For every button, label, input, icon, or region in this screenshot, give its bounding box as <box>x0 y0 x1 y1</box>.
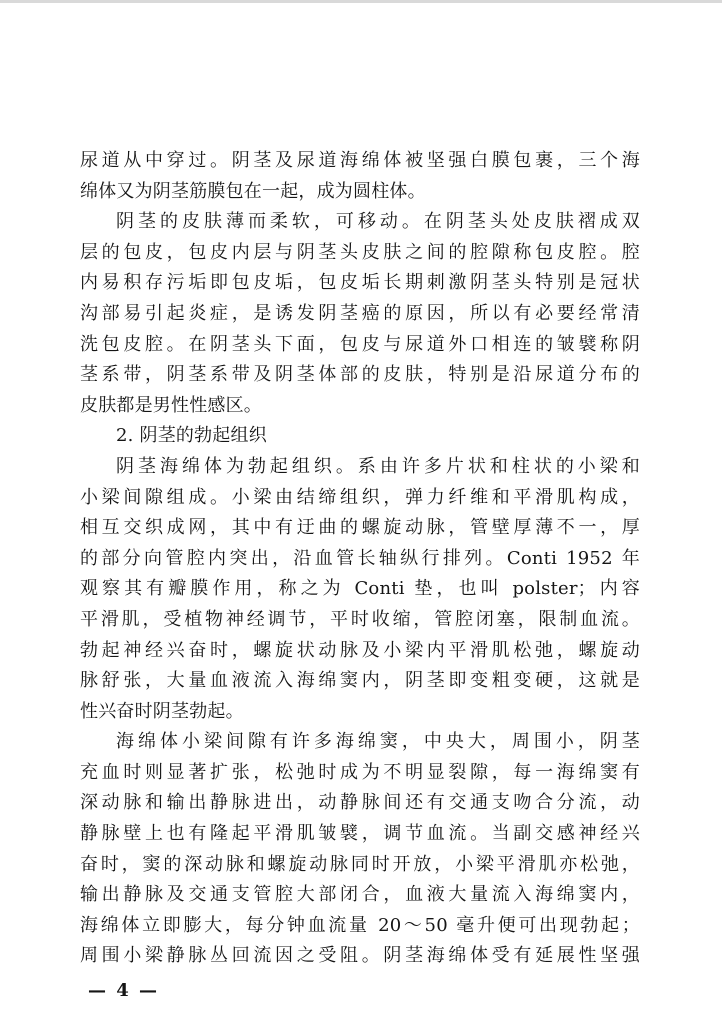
text-line: 海绵体立即膨大，每分钟血流量 20～50 毫升便可出现勃起； <box>80 914 640 936</box>
text-line: 尿道从中穿过。阴茎及尿道海绵体被坚强白膜包裹，三个海 <box>80 150 640 171</box>
text-line: 皮肤都是男性性感区。 <box>80 394 262 416</box>
text-line: 观察其有瓣膜作用，称之为 Conti 垫，也叫 polster；内容 <box>80 578 640 600</box>
text-line: 层的包皮，包皮内层与阴茎头皮肤之间的腔隙称包皮腔。腔 <box>80 241 640 263</box>
text-line: 勃起神经兴奋时，螺旋状动脉及小梁内平滑肌松弛，螺旋动 <box>80 639 640 661</box>
text-line: 洗包皮腔。在阴茎头下面，包皮与尿道外口相连的皱襞称阴 <box>80 333 640 355</box>
text-line: 阴茎的皮肤薄而柔软，可移动。在阴茎头处皮肤褶成双 <box>116 211 640 233</box>
text-line: 奋时，窦的深动脉和螺旋动脉同时开放，小梁平滑肌亦松弛， <box>80 853 640 875</box>
text-line: 茎系带，阴茎系带及阴茎体部的皮肤，特别是沿尿道分布的 <box>80 364 640 386</box>
text-line: 相互交织成网，其中有迂曲的螺旋动脉，管壁厚薄不一，厚 <box>80 517 640 539</box>
text-line: 平滑肌，受植物神经调节，平时收缩，管腔闭塞，限制血流。 <box>80 608 640 630</box>
text-line: 静脉壁上也有隆起平滑肌皱襞，调节血流。当副交感神经兴 <box>80 823 640 845</box>
text-line: 深动脉和输出静脉进出，动静脉间还有交通支吻合分流，动 <box>80 792 640 814</box>
page-number: — 4 — <box>88 980 160 1001</box>
text-line: 充血时则显著扩张，松弛时成为不明显裂隙，每一海绵窦有 <box>80 761 640 783</box>
text-line: 小梁间隙组成。小梁由结缔组织，弹力纤维和平滑肌构成， <box>80 486 640 508</box>
text-line: 输出静脉及交通支管腔大部闭合，血液大量流入海绵窦内， <box>80 884 640 906</box>
text-line: 的部分向管腔内突出，沿血管长轴纵行排列。Conti 1952 年 <box>80 547 640 569</box>
text-line: 绵体又为阴茎筋膜包在一起，成为圆柱体。 <box>80 180 426 202</box>
text-line: 周围小梁静脉丛回流因之受阻。阴茎海绵体受有延展性坚强 <box>80 945 640 967</box>
text-line: 阴茎海绵体为勃起组织。系由许多片状和柱状的小梁和 <box>116 455 640 477</box>
text-line: 内易积存污垢即包皮垢，包皮垢长期刺激阴茎头特别是冠状 <box>80 272 640 294</box>
text-line: 沟部易引起炎症，是诱发阴茎癌的原因，所以有必要经常清 <box>80 302 640 324</box>
text-line: 性兴奋时阴茎勃起。 <box>80 700 244 722</box>
text-line: 脉舒张，大量血液流入海绵窦内，阴茎即变粗变硬，这就是 <box>80 670 640 692</box>
section-heading: 2. 阴茎的勃起组织 <box>116 425 267 447</box>
scan-top-edge <box>0 0 722 3</box>
document-body <box>80 146 640 972</box>
text-line: 海绵体小梁间隙有许多海绵窦，中央大，周围小，阴茎 <box>116 731 640 753</box>
